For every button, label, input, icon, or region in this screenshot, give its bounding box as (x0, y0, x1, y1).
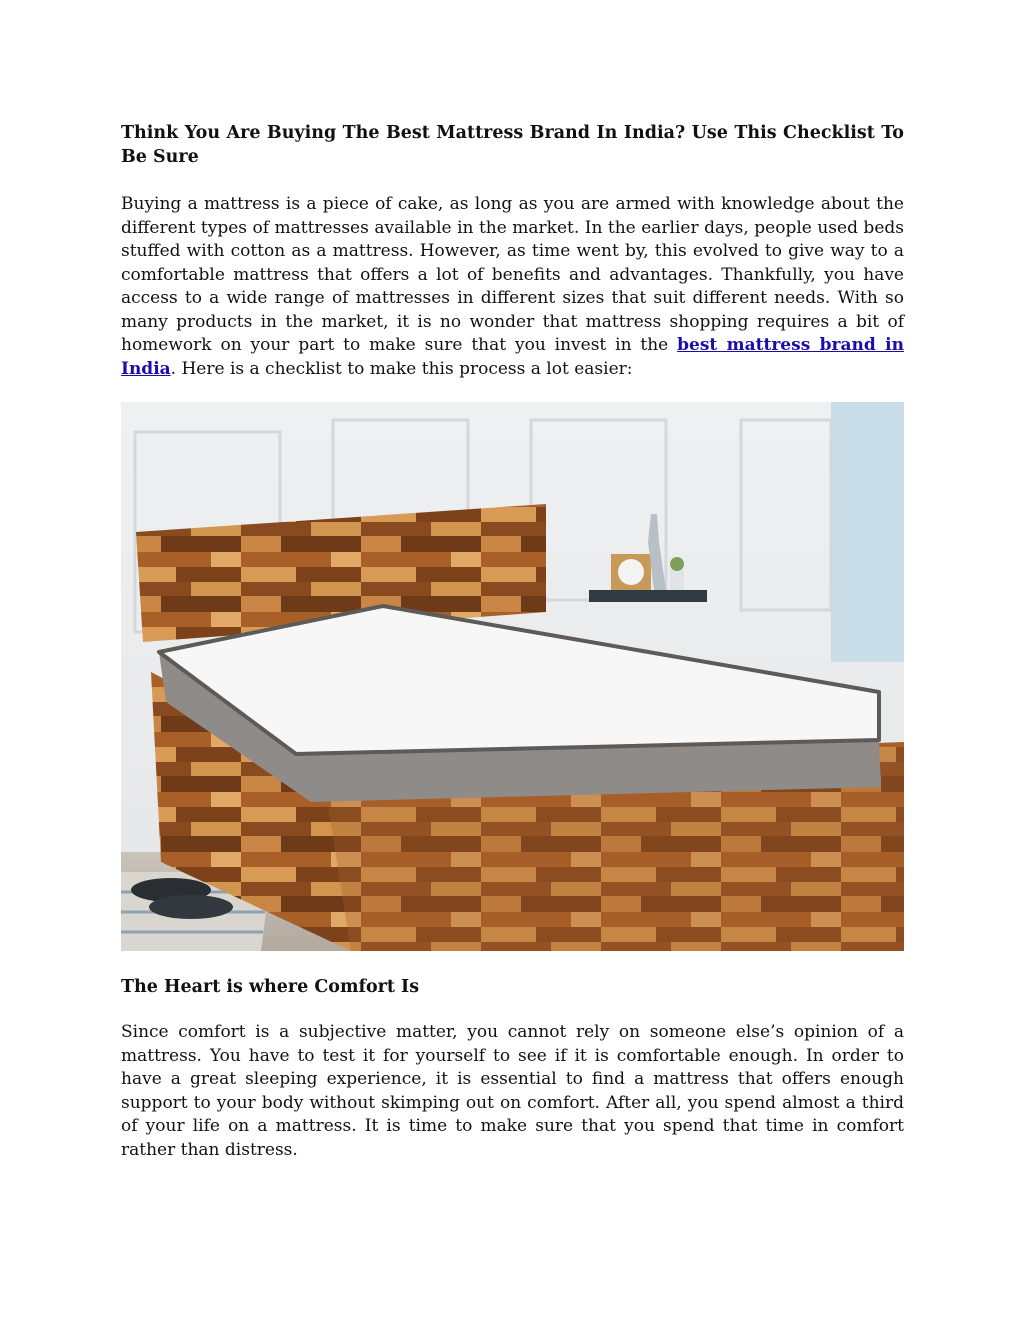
intro-text-end: . Here is a checklist to make this process a lot easier: (170, 358, 633, 379)
intro-paragraph (121, 193, 904, 381)
best-mattress-brand-link[interactable]: best mattress brand in India (121, 335, 904, 379)
article-title: Think You Are Buying The Best Mattress Brand In India? Use This Checklist To Be Sure (121, 123, 904, 167)
bed-photo (121, 402, 904, 951)
section-paragraph: Since comfort is a subjective matter, you cannot rely on someone else’s opinion of a mattress. You have to test it for yourself to see if it is comfortable enough. In order to have a great sleeping experience, it is essential to find a mattress that offers enough support to your body without skimping out on comfort. After all, you spend almost a third of your life on a mattress. It is time to make sure that you spend that time in comfort rather than distress. (121, 1022, 904, 1160)
intro-text-start: Buying a mattress is a piece of cake, as long as you are armed with knowledge about the different types of mattresses available in the market. In the earlier days, people used beds stuffed with cotton as a mattress. However, as time went by, this evolved to give way to a comfortable mattress that offers a lot of benefits and advantages. Thankfully, you have access to a wide range of mattresses in different sizes that suit different needs. With so many products in the market, it is no wonder that mattress shopping requires a bit of homework on your part to make sure that you invest in the (121, 194, 904, 355)
section-heading: The Heart is where Comfort Is (121, 977, 420, 997)
